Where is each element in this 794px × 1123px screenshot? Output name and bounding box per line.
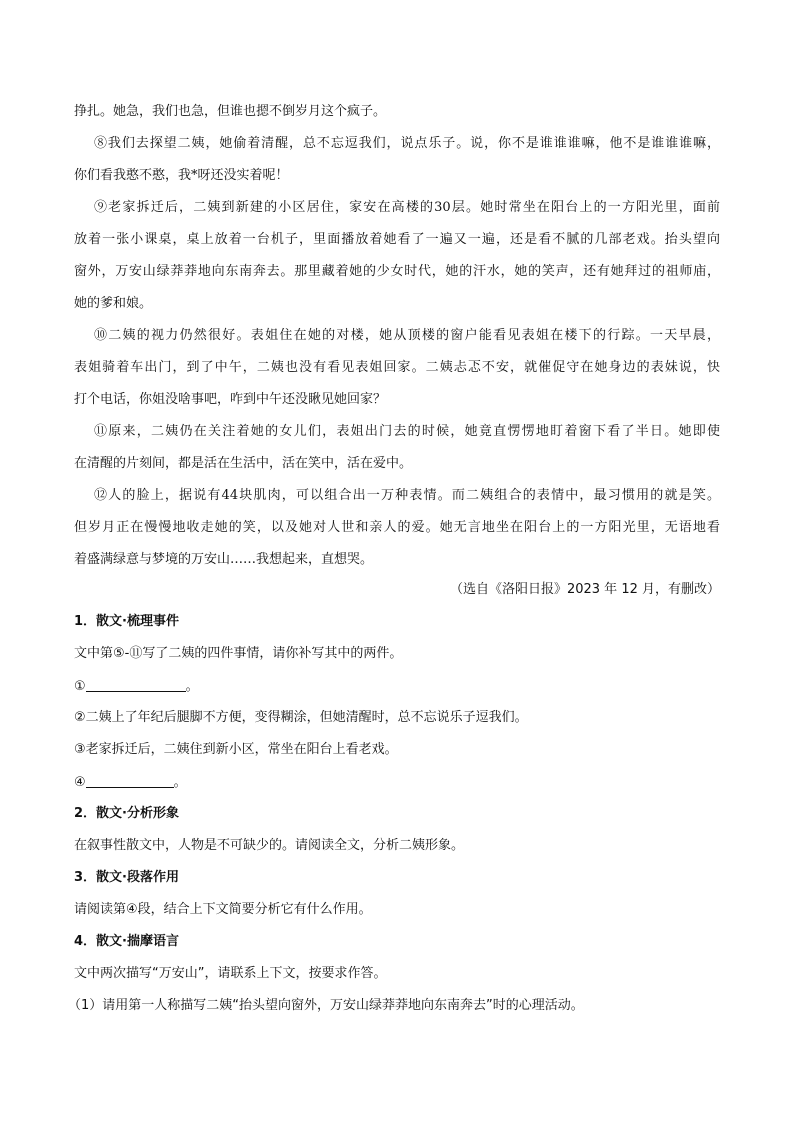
- question-2-heading: 2．散文·分析形象: [74, 806, 179, 821]
- answer-line-3: ③老家拆迁后，二姨住到新小区，常坐在阳台上看老戏。: [74, 742, 398, 757]
- item-number: ④: [74, 775, 86, 790]
- question-3-heading: 3．散文·段落作用: [74, 870, 179, 885]
- answer-line-4: [74, 773, 187, 792]
- paragraph-9-line: ⑨老家拆迁后，二姨到新建的小区居住，家安在高楼的30层。她时常坐在阳台上的一方阳光里，面前: [94, 200, 720, 215]
- paragraph-9-line: 放着一张小课桌，桌上放着一台机子，里面播放着她看了一遍又一遍，还是看不腻的几部老戏。抬头望向: [74, 232, 720, 247]
- paragraph-12-line: ⑫人的脸上，据说有44块肌肉，可以组合出一万种表情。而二姨组合的表情中，最习惯用的就是笑。: [94, 488, 720, 503]
- paragraph-11-line: 在清醒的片刻间，都是活在生活中，活在笑中，活在爱中。: [74, 456, 413, 471]
- item-end: 。: [185, 679, 199, 694]
- answer-blank[interactable]: [86, 677, 186, 692]
- question-2-prompt: 在叙事性散文中，人物是不可缺少的。请阅读全文，分析二姨形象。: [74, 838, 465, 853]
- question-4-sub-1: （1）请用第一人称描写二姨“抬头望向窗外，万安山绿莽莽地向东南奔去”时的心理活动。: [68, 998, 584, 1013]
- item-number: ①: [74, 679, 86, 694]
- paragraph-12-line: 但岁月正在慢慢地收走她的笑，以及她对人世和亲人的爱。她无言地坐在阳台上的一方阳光里，无语地看: [74, 520, 720, 535]
- answer-blank[interactable]: [86, 773, 174, 788]
- question-1-prompt: 文中第⑤-⑪写了二姨的四件事情，请你补写其中的两件。: [74, 646, 403, 661]
- paragraph-12-line: 着盛满绿意与梦境的万安山……我想起来，直想哭。: [74, 552, 374, 567]
- question-4-prompt: 文中两次描写“万安山”，请联系上下文，按要求作答。: [74, 966, 387, 981]
- paragraph-10-line: ⑩二姨的视力仍然很好。表姐住在她的对楼，她从顶楼的窗户能看见表姐在楼下的行踪。一天早晨，: [94, 328, 720, 343]
- paragraph-9-line: 她的爹和娘。: [74, 296, 153, 311]
- paragraph-7-tail: 挣扎。她急，我们也急，但谁也摁不倒岁月这个疯子。: [74, 104, 387, 119]
- answer-line-1: [74, 677, 199, 696]
- paragraph-8-line: ⑧我们去探望二姨，她偷着清醒，总不忘逗我们，说点乐子。说，你不是谁谁谁嘛，他不是谁谁谁嘛，: [94, 136, 720, 151]
- paragraph-11-line: ⑪原来，二姨仍在关注着她的女儿们，表姐出门去的时候，她竟直愣愣地盯着窗下看了半日。她即使: [94, 424, 720, 439]
- item-end: 。: [173, 775, 187, 790]
- paragraph-10-line: 打个电话，你姐没啥事吧，咋到中午还没瞅见她回家？: [74, 392, 387, 407]
- paragraph-10-line: 表姐骑着车出门，到了中午，二姨也没有看见表姐回家。二姨忐忑不安，就催促守在她身边的表妹说，快: [74, 360, 720, 375]
- question-3-prompt: 请阅读第④段，结合上下文简要分析它有什么作用。: [74, 902, 372, 917]
- question-1-heading: 1．散文·梳理事件: [74, 614, 179, 629]
- source-citation: （选自《洛阳日报》2023 年 12 月，有删改）: [449, 582, 720, 597]
- question-4-heading: 4．散文·揣摩语言: [74, 934, 179, 949]
- paragraph-9-line: 窗外，万安山绿莽莽地向东南奔去。那里藏着她的少女时代，她的汗水，她的笑声，还有她拜过的祖师庙，: [74, 264, 720, 279]
- paragraph-8-line: 你们看我憨不憨，我*呀还没实着呢！: [74, 168, 289, 183]
- answer-line-2: ②二姨上了年纪后腿脚不方便，变得糊涂，但她清醒时，总不忘说乐子逗我们。: [74, 710, 528, 725]
